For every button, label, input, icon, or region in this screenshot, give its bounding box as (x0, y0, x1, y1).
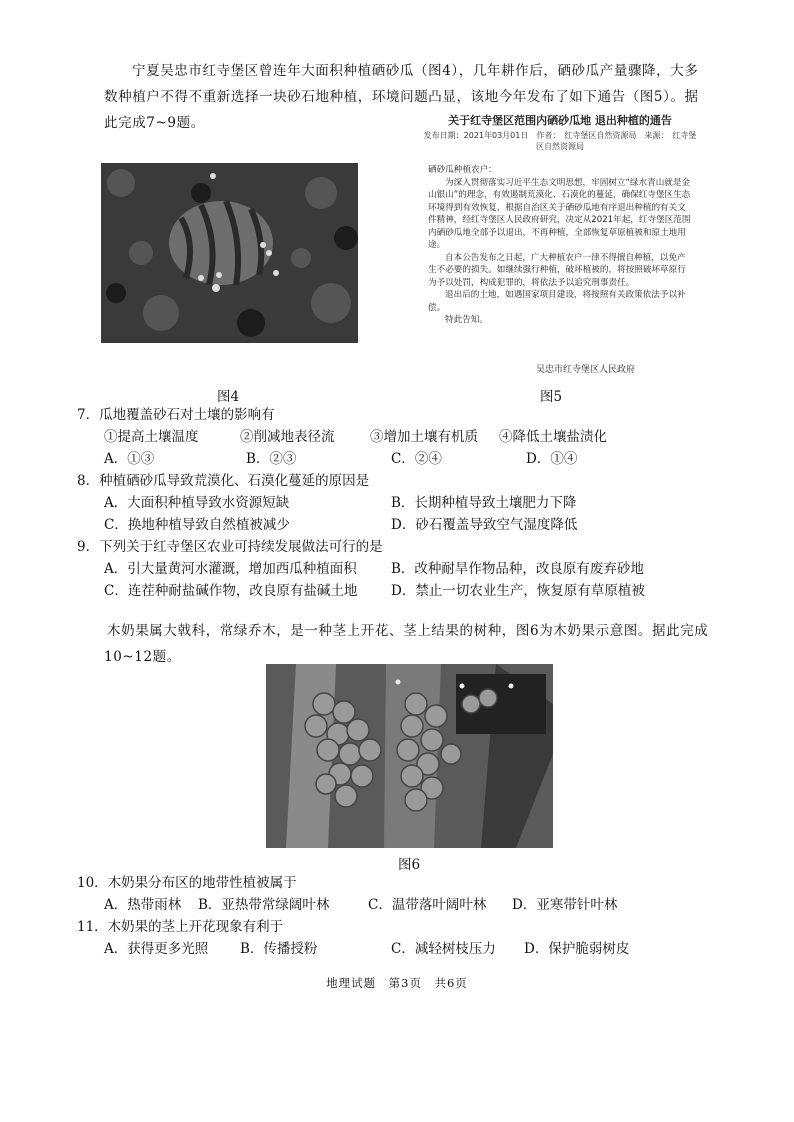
q10-option-d[interactable]: D．亚寒带针叶林 (512, 897, 618, 913)
q10-option-b[interactable]: B．亚热带常绿阔叶林 (198, 897, 330, 913)
q8-option-b[interactable]: B．长期种植导致土壤肥力下降 (391, 495, 577, 511)
figure-5-caption: 图5 (540, 389, 563, 405)
q7-item-2: ②削减地表径流 (240, 429, 335, 445)
q7-option-a[interactable]: A．①③ (104, 451, 155, 467)
notice-paragraph-4: 特此告知。 (445, 315, 488, 325)
q7-option-b[interactable]: B．②③ (246, 451, 297, 467)
q7-item-1: ①提高土壤温度 (104, 429, 199, 445)
figure-4-watermelon-photo (101, 163, 358, 343)
q11-option-d[interactable]: D．保护脆弱树皮 (524, 941, 630, 957)
notice-signature: 吴忠市红寺堡区人民政府 (536, 365, 636, 375)
q9-option-d[interactable]: D．禁止一切农业生产，恢复原有草原植被 (391, 583, 645, 599)
intro-paragraph-1: 宁夏吴忠市红寺堡区曾连年大面积种植硒砂瓜（图4），几年耕作后，硒砂瓜产量骤降，大多数种植户不得不重新选择一块砂石地种植，环境问题凸显，该地今年发布了如下通告（图5）。据此完成7~9题。 (104, 63, 699, 131)
q9-option-a[interactable]: A．引大量黄河水灌溉，增加西瓜种植面积 (104, 561, 357, 577)
page-footer: 地理试题 第3页 共6页 (326, 976, 468, 990)
q7-option-d[interactable]: D．①④ (526, 451, 578, 467)
q8-option-c[interactable]: C．换地种植导致自然植被减少 (104, 517, 290, 533)
question-11-stem: 11．木奶果的茎上开花现象有利于 (77, 919, 284, 935)
notice-body (412, 164, 708, 327)
notice-paragraph-2: 自本公告发布之日起，广大种植农户一律不得擅自种植，以免产生不必要的损失。如继续强行种植，破坏植被的，将按照破坏草原行为予以处罚，构成犯罪的，将依法予以追究刑事责任。 (428, 252, 686, 288)
figure-4-caption: 图4 (217, 389, 240, 405)
fruit-image (266, 664, 553, 848)
notice-title: 关于红寺堡区范围内硒砂瓜地 退出种植的通告 (448, 114, 672, 127)
q7-item-3: ③增加土壤有机质 (370, 429, 478, 445)
q11-option-c[interactable]: C．减轻树枝压力 (391, 941, 496, 957)
figure-5-notice (412, 110, 708, 375)
question-9-stem: 9．下列关于红寺堡区农业可持续发展做法可行的是 (77, 539, 383, 555)
notice-greeting: 硒砂瓜种植农户： (428, 165, 497, 175)
q7-item-4: ④降低土壤盐渍化 (499, 429, 607, 445)
q11-option-a[interactable]: A．获得更多光照 (104, 941, 209, 957)
q9-option-b[interactable]: B．改种耐旱作物品种，改良原有废弃砂地 (391, 561, 644, 577)
watermelon-image (101, 163, 358, 343)
notice-paragraph-3: 退出后的土地，如遇国家项目建设，将按照有关政策依法予以补偿。 (428, 290, 686, 313)
q7-option-c[interactable]: C．②④ (391, 451, 442, 467)
q10-option-a[interactable]: A．热带雨林 (104, 897, 182, 913)
q9-option-c[interactable]: C．连茬种耐盐碱作物，改良原有盐碱土地 (104, 583, 358, 599)
question-7-stem: 7．瓜地覆盖砂石对土壤的影响有 (77, 407, 275, 423)
q11-option-b[interactable]: B．传播授粉 (240, 941, 318, 957)
figure-6-caption: 图6 (398, 857, 421, 873)
question-8-stem: 8．种植硒砂瓜导致荒漠化、石漠化蔓延的原因是 (77, 473, 370, 489)
notice-paragraph-1: 为深入贯彻落实习近平生态文明思想，牢固树立“绿水青山就是金山银山”的理念，有效遏制荒漠化、石漠化的蔓延，确保红寺堡区生态环境得到有效恢复，根据自治区关于硒砂瓜地有序退出种植的有关文件精神，经红寺堡区人民政府研究，决定从2021年起，红寺堡区范围内硒砂瓜地全部予以退出，不再种植，全部恢复草原植被和原土地用途。 (428, 177, 691, 250)
figure-6-fruit-photo (266, 664, 553, 848)
intro-paragraph-2: 木奶果属大戟科，常绿乔木，是一种茎上开花、茎上结果的树种，图6为木奶果示意图。据此完成10~12题。 (104, 623, 709, 665)
question-10-stem: 10．木奶果分布区的地带性植被属于 (77, 875, 297, 891)
q8-option-a[interactable]: A．大面积种植导致水资源短缺 (104, 495, 290, 511)
notice-meta: 发布日期：2021年03月01日 作者： 红寺堡区自然资源局 来源： 红寺堡区自然资源局 (423, 131, 697, 151)
q10-option-c[interactable]: C．温带落叶阔叶林 (368, 897, 487, 913)
q8-option-d[interactable]: D．砂石覆盖导致空气湿度降低 (391, 517, 578, 533)
